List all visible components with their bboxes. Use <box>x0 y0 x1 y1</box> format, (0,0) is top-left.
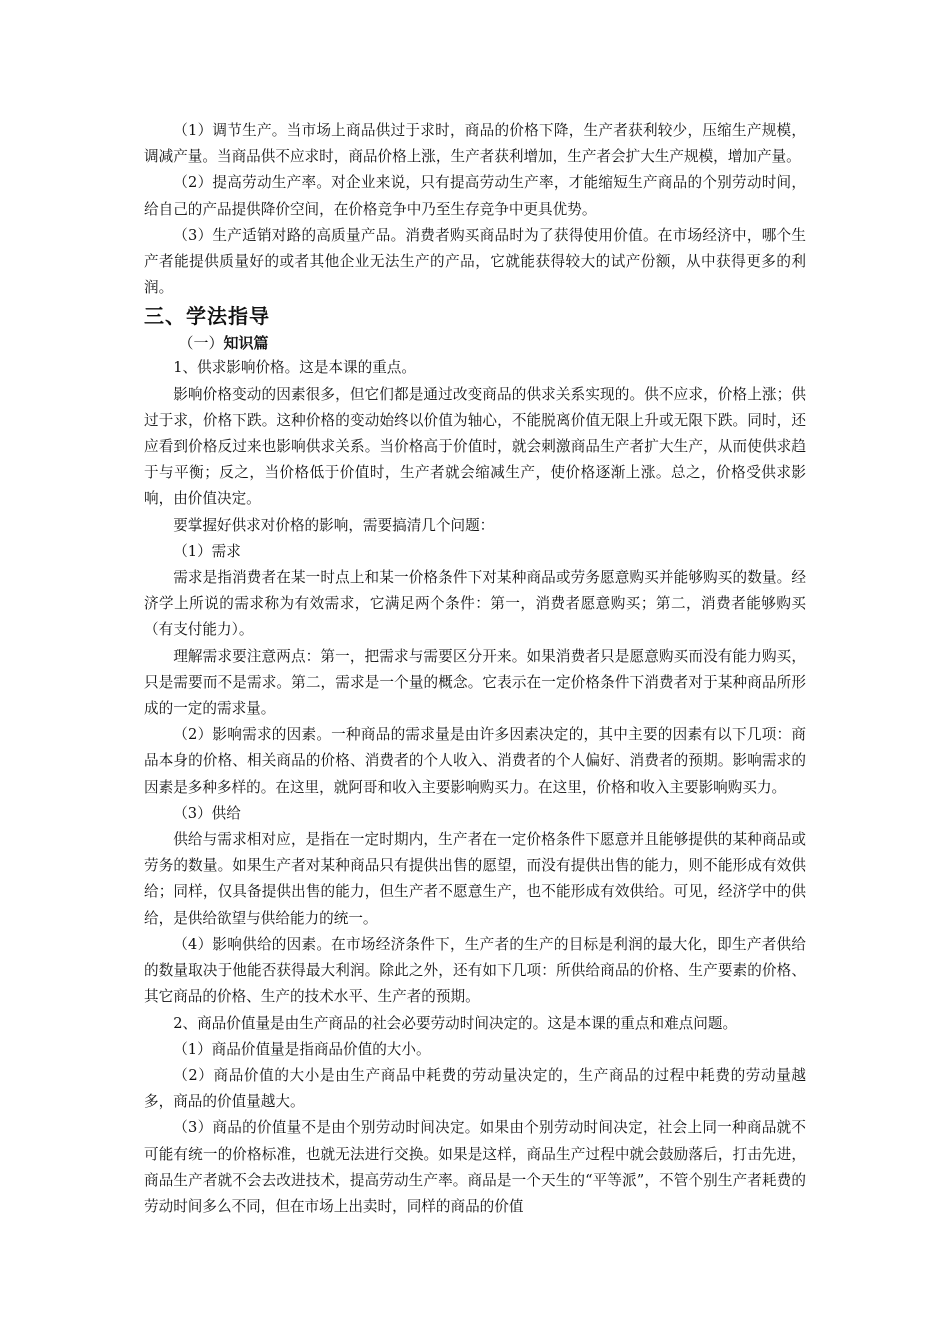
paragraph-individual-labour: （3）商品的价值量不是由个别劳动时间决定。如果由个别劳动时间决定，社会上同一种商品就不可能有统一的价格标准，也就无法进行交换。如果是这样，商品生产过程中就会鼓励落后，打击先进，商品生产者就不会去改进技术，提高劳动生产率。商品是一个天生的“平等派”，不管个别生产者耗费的劳动时间多么不同，但在市场上出卖时，同样的商品的价值 <box>144 1119 806 1215</box>
paragraph-price-factors: 影响价格变动的因素很多，但它们都是通过改变商品的供求关系实现的。供不应求，价格上涨；供过于求，价格下跌。这种价格的变动始终以价值为轴心，不能脱离价值无限上升或无限下跌。同时，还应看到价格反过来也影响供求关系。当价格高于价值时，就会刺激商品生产者扩大生产，从而使供求趋于与平衡；反之，当价格低于价值时，生产者就会缩减生产，使价格逐渐上涨。总之，价格受供求影响，由价值决定。 <box>144 385 806 508</box>
paragraph-questions-intro: 要掌握好供求对价格的影响，需要搞清几个问题： <box>173 516 495 534</box>
section-heading: 三、学法指导 <box>144 304 270 329</box>
document-page <box>144 118 806 1220</box>
paragraph-value-labour: （2）商品价值的大小是由生产商品中耗费的劳动量决定的，生产商品的过程中耗费的劳动量越多，商品的价值量越大。 <box>144 1066 806 1111</box>
paragraph-supply-definition: 供给与需求相对应，是指在一定时期内，生产者在一定价格条件下愿意并且能够提供的某种商品或劳务的数量。如果生产者对某种商品只有提供出售的愿望，而没有提供出售的能力，则不能形成有效供给；同样，仅具备提供出售的能力，但生产者不愿意生产，也不能形成有效供给。可见，经济学中的供给，是供给欲望与供给能力的统一。 <box>144 831 806 927</box>
paragraph-demand-understanding: 理解需求要注意两点：第一，把需求与需要区分开来。如果消费者只是愿意购买而没有能力购买，只是需要而不是需求。第二，需求是一个量的概念。它表示在一定价格条件下消费者对于某种商品所形成的一定的需求量。 <box>144 647 806 718</box>
paragraph-demand-definition: 需求是指消费者在某一时点上和某一价格条件下对某种商品或劳务愿意购买并能够购买的数量。经济学上所说的需求称为有效需求，它满足两个条件：第一，消费者愿意购买；第二，消费者能够购买（有支付能力）。 <box>144 569 806 639</box>
subsection-heading <box>144 331 806 355</box>
paragraph-supply-demand-price: 1、供求影响价格。这是本课的重点。 <box>173 359 416 377</box>
paragraph-value-determination: 2、商品价值量是由生产商品的社会必要劳动时间决定的。这是本课的重点和难点问题。 <box>173 1014 738 1032</box>
paragraph-demand-heading: （1）需求 <box>173 542 241 560</box>
paragraph-quality-products: （3）生产适销对路的高质量产品。消费者购买商品时为了获得使用价值。在市场经济中，哪个生产者能提供质量好的或者其他企业无法生产的产品，它就能获得较大的试产份额，从中获得更多的利润。 <box>144 226 806 297</box>
paragraph-raise-productivity: （2）提高劳动生产率。对企业来说，只有提高劳动生产率，才能缩短生产商品的个别劳动时间，给自己的产品提供降价空间，在价格竞争中乃至生存竞争中更具优势。 <box>144 174 806 218</box>
subsection-prefix: （一） <box>178 334 224 353</box>
paragraph-supply-factors: （4）影响供给的因素。在市场经济条件下，生产者的生产的目标是利润的最大化，即生产者供给的数量取决于他能否获得最大利润。除此之外，还有如下几项：所供给商品的价格、生产要素的价格、其它商品的价格、生产的技术水平、生产者的预期。 <box>144 935 806 1006</box>
paragraph-supply-heading: （3）供给 <box>173 804 241 822</box>
paragraph-demand-factors: （2）影响需求的因素。一种商品的需求量是由许多因素决定的，其中主要的因素有以下几项：商品本身的价格、相关商品的价格、消费者的个人收入、消费者的个人偏好、消费者的预期。影响需求的因素是多种多样的。在这里，就阿哥和收入主要影响购买力。在这里，价格和收入主要影响购买力。 <box>144 726 806 796</box>
subsection-title: 知识篇 <box>223 334 269 353</box>
paragraph-adjust-production: （1）调节生产。当市场上商品供过于求时，商品的价格下降，生产者获利较少，压缩生产规模，调减产量。当商品供不应求时，商品价格上涨，生产者获利增加，生产者会扩大生产规模，增加产量。 <box>144 122 806 166</box>
paragraph-value-definition: （1）商品价值量是指商品价值的大小。 <box>173 1040 431 1058</box>
